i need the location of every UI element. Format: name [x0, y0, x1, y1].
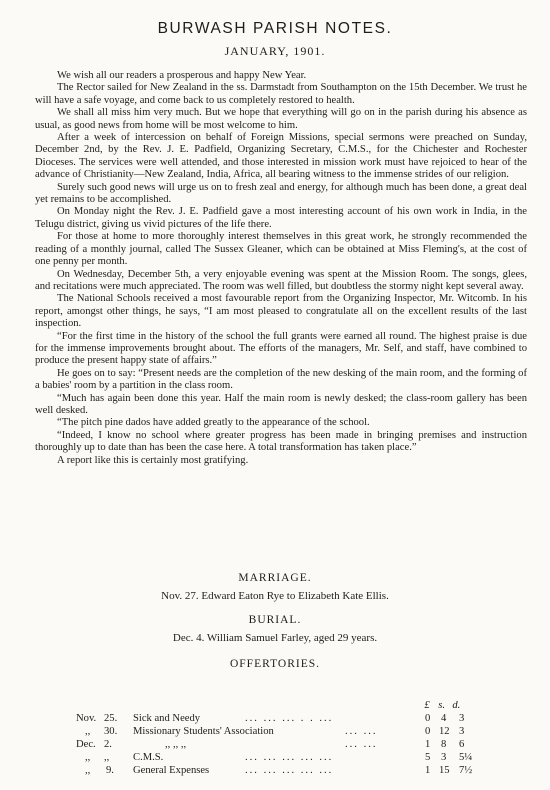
offertory-day: 9. — [106, 765, 114, 776]
pence-header: d. — [452, 700, 461, 711]
offertory-shillings: 15 — [439, 765, 450, 776]
paragraph: “For the first time in the history of the school the full grants were earned all round. The highest praise is due for the immense improvements brought about. The efforts of the managers, Mr. Self, and staff, have combined to produce the present happy state of affairs.” — [35, 330, 527, 367]
offertory-pounds: 1 — [425, 765, 431, 776]
offertory-month: ,, — [85, 765, 91, 776]
offertory-item: Sick and Needy — [133, 713, 201, 724]
burial-heading: BURIAL. — [248, 614, 302, 626]
pounds-header: £ — [424, 700, 430, 711]
offertory-month: ,, — [85, 726, 91, 737]
offertory-month: Nov. — [76, 713, 97, 724]
paragraph: After a week of intercession on behalf of Foreign Missions, special sermons were preached on Sunday, December 2nd, by the Rev. J. E. Padfield, Organizing Secretary, C.M.S., for the Chichester and Rochester Dioceses. The services were well attended, and those interested in mission work must have rejoiced to hear of the advance of Christianity—New Zealand, India, Africa, all bearing witness to the immense strides of our religion. — [35, 132, 527, 181]
offertory-row — [0, 713, 550, 725]
offertory-shillings: 8 — [441, 739, 447, 750]
burial-entry: Dec. 4. William Samuel Farley, aged 29 years. — [172, 632, 378, 644]
offertory-shillings: 4 — [441, 713, 447, 724]
offertory-pounds: 0 — [425, 713, 431, 724]
offertory-row — [0, 726, 550, 738]
offertory-day: ,, — [104, 752, 110, 763]
shillings-header: s. — [438, 700, 446, 711]
offertory-row — [0, 752, 550, 764]
offertory-shillings: 12 — [439, 726, 450, 737]
marriage-entry: Nov. 27. Edward Eaton Rye to Elizabeth Kate Ellis. — [161, 590, 389, 602]
paragraph: For those at home to more thoroughly interest themselves in this great work, he strongly recommended the reading of a monthly journal, called The Sussex Gleaner, which can be obtained at Miss Fleming's, at the cost of one penny per month. — [35, 231, 527, 268]
paragraph: He goes on to say: “Present needs are the completion of the new desking of the main room, and the forming of a babies' room by a partition in the class room. — [35, 367, 527, 392]
offertory-pounds: 0 — [425, 726, 431, 737]
offertory-row — [0, 739, 550, 751]
offertory-pence: 3 — [459, 713, 465, 724]
leader-dots: ... ... ... ... ... — [245, 752, 334, 763]
leader-dots: ... ... — [345, 739, 378, 750]
masthead: BURWASH PARISH NOTES. — [157, 20, 393, 37]
offertory-pence: 6 — [459, 739, 465, 750]
offertory-item: C.M.S. — [133, 752, 164, 763]
paragraph: On Wednesday, December 5th, a very enjoyable evening was spent at the Mission Room. The songs, glees, and recitations were much appreciated. The room was well filled, but doubtless the stormy night kept several away. — [35, 268, 527, 292]
paragraph: On Monday night the Rev. J. E. Padfield gave a most interesting account of his own work in India, in the Telugu district, giving us vivid pictures of the life there. — [35, 206, 527, 230]
issue-date: JANUARY, 1901. — [224, 44, 326, 58]
offertory-item: Missionary Students' Association — [133, 726, 274, 737]
paragraph: The Rector sailed for New Zealand in the ss. Darmstadt from Southampton on the 15th December. We trust he will have a safe voyage, and come back to us completely restored to health. — [35, 82, 527, 106]
offertories-heading: OFFERTORIES. — [229, 658, 321, 670]
offertory-item: General Expenses — [133, 765, 210, 776]
paragraph: The National Schools received a most favourable report from the Organizing Inspector, Mr. Witcomb. In his report, amongst other things, he says, “I am most pleased to congratulate all on the excellent results of the last inspection. — [35, 293, 527, 330]
currency-headers — [421, 700, 462, 711]
offertory-month: Dec. — [76, 739, 96, 750]
offertory-pounds: 1 — [425, 739, 431, 750]
marriage-heading: MARRIAGE. — [238, 572, 312, 584]
offertory-month: ,, — [85, 752, 91, 763]
offertory-pounds: 5 — [425, 752, 431, 763]
offertory-row — [0, 765, 550, 777]
article-body — [35, 70, 527, 467]
paragraph: “Indeed, I know no school where greater progress has been made in bringing premises and instruction thoroughly up to date than has been the case here. A total transformation has taken place.” — [35, 429, 527, 454]
paragraph: “The pitch pine dados have added greatly to the appearance of the school. — [57, 417, 370, 429]
offertory-pence: 5¼ — [459, 752, 473, 763]
paragraph: We wish all our readers a prosperous and happy New Year. — [57, 70, 307, 81]
paragraph: Surely such good news will urge us on to fresh zeal and energy, for although much has been done, a great deal yet remains to be accomplished. — [35, 181, 527, 206]
offertory-day: 30. — [104, 726, 118, 737]
leader-dots: ... ... ... ... ... — [245, 765, 334, 776]
offertory-shillings: 3 — [441, 752, 447, 763]
offertory-pence: 3 — [459, 726, 465, 737]
offertory-day: 25. — [104, 713, 118, 724]
offertory-day: 2. — [104, 739, 112, 750]
paragraph: “Much has again been done this year. Half the main room is newly desked; the class-room gallery has been well desked. — [35, 392, 527, 416]
paragraph: We shall all miss him very much. But we hope that everything will go on in the parish during his absence as usual, as good news from home will be most welcome to him. — [35, 107, 527, 131]
offertory-pence: 7½ — [459, 765, 473, 776]
paragraph: A report like this is certainly most gratifying. — [57, 454, 249, 466]
leader-dots: ... ... — [345, 726, 378, 737]
leader-dots: ... ... ... . . ... — [245, 713, 334, 724]
offertory-item: ,, ,, ,, — [165, 739, 187, 750]
